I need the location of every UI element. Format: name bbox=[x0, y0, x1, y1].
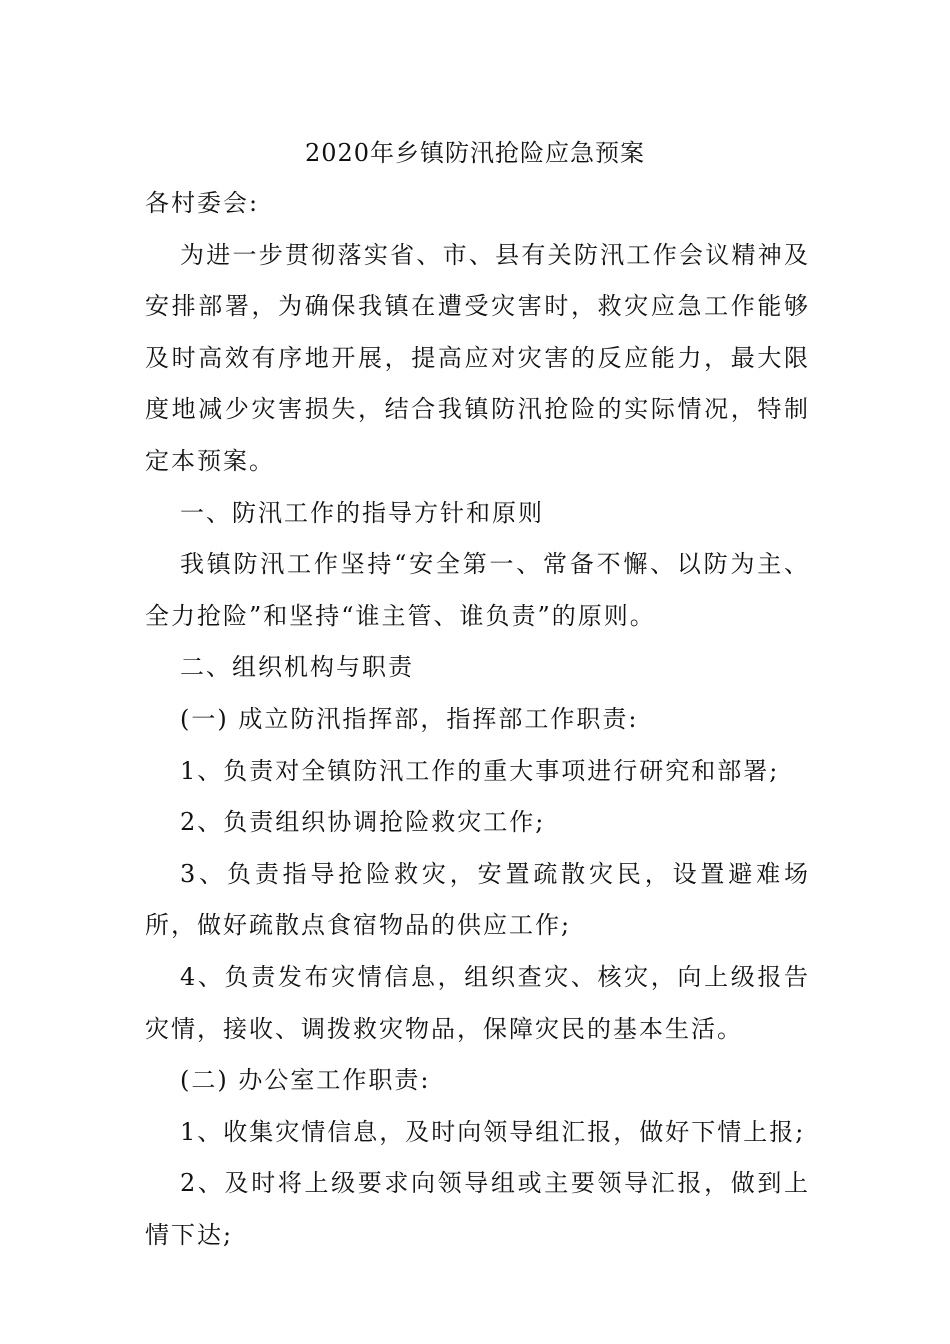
document-body bbox=[145, 178, 810, 1261]
list-item: 1、负责对全镇防汛工作的重大事项进行研究和部署; bbox=[180, 756, 780, 785]
paragraph-intro: 为进一步贯彻落实省、市、县有关防汛工作会议精神及安排部署，为确保我镇在遭受灾害时，救灾应急工作能够及时高效有序地开展，提高应对灾害的反应能力，最大限度地减少灾害损失，结合我镇防汛抢险的实际情况，特制定本预案。 bbox=[145, 240, 810, 475]
list-item: 3、负责指导抢险救灾，安置疏散灾民，设置避难场所，做好疏散点食宿物品的供应工作; bbox=[145, 859, 810, 940]
paragraph-principles: 我镇防汛工作坚持“安全第一、常备不懈、以防为主、全力抢险”和坚持“谁主管、谁负责”的原则。 bbox=[145, 550, 810, 630]
section-heading-1: 一、防汛工作的指导方针和原则 bbox=[180, 498, 544, 527]
list-item: 2、负责组织协调抢险救灾工作; bbox=[180, 808, 546, 837]
list-item: 4、负责发布灾情信息，组织查灾、核灾，向上级报告灾情，接收、调拨救灾物品，保障灾民的基本生活。 bbox=[145, 962, 810, 1043]
list-item: 2、及时将上级要求向领导组或主要领导汇报，做到上情下达; bbox=[145, 1169, 810, 1249]
document-title: 2020年乡镇防汛抢险应急预案 bbox=[304, 139, 646, 167]
subsection-heading-2: (二) 办公室工作职责: bbox=[180, 1066, 431, 1095]
subsection-heading-1: (一) 成立防汛指挥部，指挥部工作职责: bbox=[180, 704, 639, 733]
list-item: 1、收集灾情信息，及时向领导组汇报，做好下情上报; bbox=[180, 1117, 806, 1146]
salutation: 各村委会: bbox=[145, 189, 260, 217]
section-heading-2: 二、组织机构与职责 bbox=[180, 653, 414, 682]
